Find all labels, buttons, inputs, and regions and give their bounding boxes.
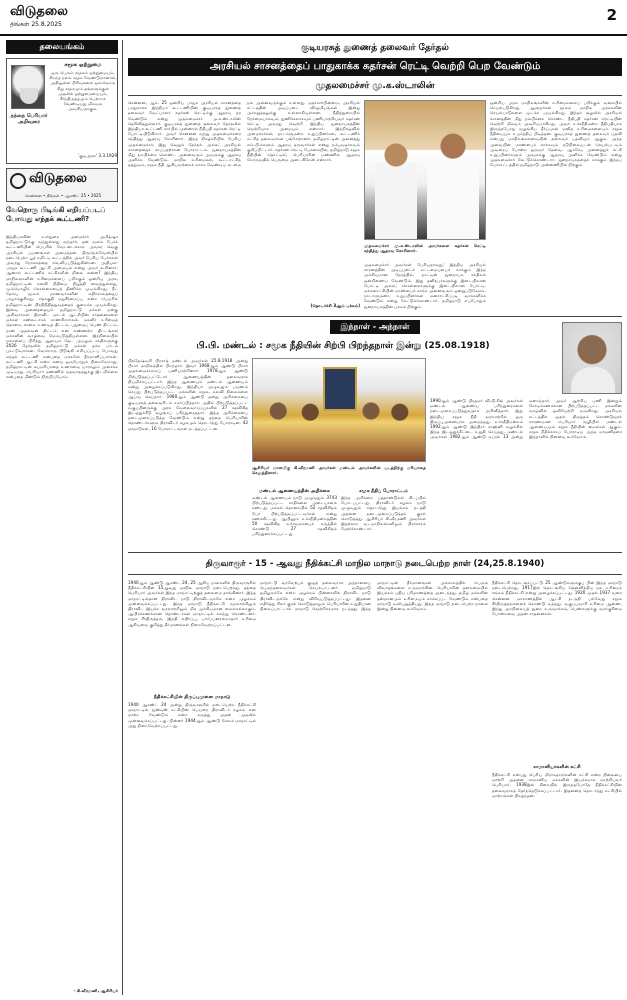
editorial-section-label: தலையங்கம் [6, 40, 118, 54]
lead-photo-side-text: முதலமைச்சர் அவர்கள் பேசியதாவது: இந்திய அரசியல் சாசனத்தின் அடிப்படைக் கட்டமைப்பைக் காக்கும் இந்த முக்கியமான நேரத்தில், நாட்டின் ஜனநாயக சக்திகள் ஒன்றிணைய வேண்டும். இது தனிநபர்களுக்கு இடையிலான போட்டி அல்ல; கொள்கைகளுக்கு இடையிலான போட்டி. மக்களாட்சியின் மாண்பைக் காக்க அனைவரும் ஒன்றுபடுவோம். நாடாளுமன்ற உறுப்பினர்கள் மனசாட்சிப்படி வாக்களிக்க வேண்டும் என்று கேட்டுக்கொண்டார். தமிழ்நாடு எப்போதும் ஜனநாயகத்தின் பக்கம் நிற்கும். [364, 262, 486, 309]
lead-body: சென்னை, ஆக. 25 ஒன்றிய பாஜக அரசியல் சாசனத்தை பாதுகாக்க இந்தியா கூட்டணியின் குடியரசுத் துணைத் தலைவர் வேட்பாளர் சுதர்சன் ரெட்டிக்கு ஆதரவு தர வேண்டும் என்று முதலமைச்சர் மு.க.ஸ்டாலின் தெரிவித்துள்ளார். குடியரசுத் துணைத் தலைவர் தேர்தலில் இந்தியா கூட்டணி சார்பில் முன்னாள் நீதிபதி சுதர்சன் ரெட்டி போட்டியிடுகிறார். அவர் சென்னை வந்து முதலமைச்சரை சந்தித்து ஆதரவு கோரினார். இந்த நிகழ்ச்சியில் பேசிய முதலமைச்சர், இது வெறும் தேர்தல் அல்ல; அரசியல் சாசனத்தைக் காப்பதற்கான போராட்டம். ஜனநாயகத்தின் மீது நம்பிக்கை கொண்ட அனைவரும் அவருக்கு ஆதரவு அளிக்க வேண்டும். மாநில உரிமைகள், கூட்டாட்சித் தத்துவம், சமூக நீதி ஆகியவற்றைக் காக்க வேண்டிய கடமை நம் அனைவருக்கும் உள்ளது. மதச்சார்பின்மை, அரசியல் சட்டத்தின் அடிப்படை விழுமியங்கள் இன்று அச்சுறுத்தலுக்கு உள்ளாகியுள்ளன. நீதித்துறையில் நேர்மையாகவும், துணிச்சலாகவும் பணியாற்றியவர் சுதர்சன் ரெட்டி. அவரது வெற்றி இந்திய ஜனநாயகத்தின் வெற்றியாக அமையும் என்றார். இந்நிகழ்வில் அமைச்சர்கள், நாடாளுமன்ற உறுப்பினர்கள், கூட்டணிக் கட்சித் தலைவர்கள் பங்கேற்றனர். தமிழ்நாட்டின் அனைத்து எம்.பி.க்களும் ஆதரவு தருவார்கள் என்று நம்புவதாகவும் குறிப்பிட்டார். சுதர்சன் ரெட்டி பேசுகையில், தமிழ்நாடு சமூக நீதியின் தொட்டில்; பெரியாரின் மண்ணில் ஆதரவு கோருவதில் பெருமை அடைகிறேன் என்றார். [128, 100, 360, 168]
tiruvarur-rule [128, 574, 622, 575]
portrait-caption: தந்தை பெரியார் அறிவுரை [10, 113, 48, 125]
tiruvarur-sub2: சாமானியர்களின் கட்சி [533, 765, 581, 770]
tiruvarur-body-right: நீதிக்கட்சி தொடங்கப்பட்டு 25 ஆண்டுகளுக்குப் பின் இந்த மாநாடு நடைபெற்றது. 1917இல் தொடங்கிய தென்னிந்திய நல உரிமைச் சங்கம் நீதிக்கட்சி என்று அழைக்கப்பட்டது. 1920 முதல் 1937 வரை சென்னை மாகாணத்தில் ஆட்சி நடத்தி பல்வேறு சமூக சீர்திருத்தங்களைக் கொண்டு வந்தது. வகுப்புவாரி உரிமை ஆணை, இந்து அறநிலையத் துறை உருவாக்கம், பெண்களுக்கு வாக்குரிமை போன்றவை அதன் சாதனைகள். [492, 580, 622, 617]
history-sub2-body: இந்த அறிக்கை பத்தாண்டுகள் கிடப்பில் போடப்பட்டது. திராவிடர் கழகம் நாடு முழுவதும் தொடர்ந்து இயக்கம் நடத்தி அதனை நடைமுறைப்படுத்தக் குரல் கொடுத்தது. ஆசிரியர் கி.வீரமணி அவர்கள் இதற்காக வடமாநிலங்களிலும் பிரச்சாரம் மேற்கொண்டார். [341, 495, 426, 532]
periyar-portrait [11, 65, 45, 109]
editorial-box-title: விடுதலை [29, 171, 87, 186]
lead-photo-caption: முதலமைச்சர் மு.க.ஸ்டாலின் அவர்களை சுதர்சன் ரெட்டி சந்தித்து ஆதரவு கோரினார். [364, 243, 486, 254]
mandal-portrait [562, 322, 622, 394]
masthead-date: திங்கள் 25.8.2025 [10, 21, 62, 28]
quote-source: 'குடிஅரசு' 3.3.1929 [78, 153, 117, 158]
tiruvarur-sub1-body: 1940 ஆகஸ்ட் 24 அன்று திருவாரூரில் நடைபெற்ற நீதிக்கட்சி மாநாட்டில் ஜஸ்டிஸ் கட்சியின் பெயரை திராவிடர் கழகம் என மாற்ற வேண்டும் என்ற கருத்து முதன் முதலில் முன்வைக்கப்பட்டது. பின்னர் 1944ஆம் ஆண்டு சேலம் மாநாட்டில் அது நிறைவேற்றப்பட்டது. [128, 702, 256, 728]
editorial-dateline: சென்னை • திங்கள் • ஆகஸ்ட் 25 • 2025 [24, 193, 102, 198]
quote-text: ஒரு பெரும் சமூகம் ஒற்றுமையும், சிறந்த நல்ல சமூக வேண்டுமானால், அதிலுள்ள பிரிவுகளை ஒவ்வொரு சிறு சமூகமும் தங்களுக்குள் முதலில் ஒற்றுமையையும், சீர்ந்திருத்தமும் பெற்றாக வேண்டியது மிகவும் அவசியமாகும். [49, 70, 117, 112]
portrait-beard [20, 88, 38, 104]
history-photo-people [259, 399, 419, 459]
history-sub2: சமூக நீதிப் போராட்டம் [359, 489, 408, 494]
lead-headline: அரசியல் சாசனத்தைப் பாதுகாக்க சுதர்சன் ரெட்டி வெற்றி பெற வேண்டும் [128, 58, 622, 76]
tiruvarur-sub1: நீதிக்கட்சியின் திருப்புமுனை மாநாடு [153, 695, 231, 700]
masthead-rule [0, 34, 627, 36]
history-photo [252, 358, 426, 462]
editorial-headline: வேறொரு பிடிங்கி எறியப்படப் போவது எந்தக் கூட்டணி? [6, 206, 106, 223]
history-sub1-body: மண்டல் ஆணையம் நாடு முழுவதும் 3743 பிற்படுத்தப்பட்ட சாதிகளை அடையாளம் கண்டது. மக்கள் தொகையில் 52 சதவிகிதம் பேர் பிற்படுத்தப்பட்டவர்கள் என்று கணக்கிட்டது. ஆயினும் உச்சநீதிமன்றத்தின் 50 சதவிகித உச்சவரம்பைக் கருத்தில் கொண்டு 27 சதவிகிதம் பரிந்துரைக்கப்பட்டது. [252, 495, 337, 537]
lead-photo [364, 100, 486, 240]
photo-person-right [427, 131, 479, 239]
lead-subhead: முதலமைச்சர் மு.க.ஸ்டாலின் [315, 81, 435, 91]
portrait-shoulders [571, 367, 615, 394]
photo-person-left [375, 139, 417, 239]
tiruvarur-rule-top [128, 552, 622, 553]
masthead [0, 0, 627, 34]
masthead-name: விடுதலை [10, 4, 68, 19]
tiruvarur-body-left: 1940ஆம் ஆண்டு ஆகஸ்ட் 24, 25 ஆகிய நாள்களில் திருவாரூரில் நீதிக்கட்சியின் 15ஆவது மாநில மாநாடு நடைபெற்றது. தந்தை பெரியார் அவர்கள் இந்த மாநாட்டிற்குத் தலைமை தாங்கினார். இந்த மாநாட்டில்தான் திராவிட நாடு திராவிடருக்கே என்ற முழக்கம் முன்வைக்கப்பட்டது. இந்த மாநாடு நீதிக்கட்சி வரலாற்றிலும் திராவிட இயக்க வரலாற்றிலும் மிக முக்கியமான மைல்கல்லாகும். ஆயிரக்கணக்கான தொண்டர்கள் மாநாட்டில் கலந்து கொண்டனர். சமூக சீர்திருத்தம், இந்தி எதிர்ப்பு, பார்ப்பனரல்லாதார் உரிமை ஆகியவை குறித்து தீர்மானங்கள் நிறைவேற்றப்பட்டன. [128, 580, 256, 627]
history-sub1: மண்டல் ஆணையத்தின் அறிக்கை [259, 489, 330, 494]
history-rule-top [128, 316, 622, 317]
newspaper-logo-icon [10, 173, 26, 189]
column-divider [122, 40, 123, 995]
page-number: 2 [606, 6, 617, 24]
tiruvarur-body-mid: மாநாட்டு வரவேற்புக் குழுத் தலைவராக அந்நாளைய பெருந்தலைவர்கள் செயல்பட்டனர். தமிழ்நாடு தமிழருக்கே என்ற முழக்கம் பின்னாளில் திராவிட நாடு திராவிடருக்கே என்று விரிவுபடுத்தப்பட்டது. இதனை எதிர்த்து சிலர் குரல் கொடுத்தாலும் பெரியாரின் உறுதியான நிலைப்பாட்டால் மாநாடு வெற்றிகரமாக நடந்தது. இந்த மாநாட்டின் தீர்மானங்கள் அக்காலத்தில் பெரும் விவாதங்களை உருவாக்கின. பெரியாரின் தலைமையில் இயக்கம் புதிய பரிமாணத்தை அடைந்தது. தமிழ் மக்களின் தன்மானமும் உரிமையும் காக்கப்பட வேண்டும் என்பதை மாநாடு வலியுறுத்தியது. இந்த மாநாடு நடைபெற்ற நாளை இன்று நினைவு கூர்வோம். [260, 580, 488, 612]
lead-continues: (தொடர்ச்சி 3ஆம் பக்கம்) [310, 303, 360, 308]
tiruvarur-headline: திருவாரூர் - 15 - ஆவது நீதிக்கட்சி மாநில மாநாடு நடைபெற்ற நாள் (24,25.8.1940) [205, 559, 545, 569]
lead-kicker: குடியரசுத் துணைத் தலைவர் தேர்தல் [301, 43, 449, 53]
history-photo-caption: ஆசிரியர் மானமிகு கி.வீரமணி அவர்கள் மண்டல் அவர்களின் படத்திற்கு மரியாதை செலுத்தினார். [252, 465, 426, 476]
history-body-right: 1990ஆம் ஆண்டு பிரதமர் வி.பி.சிங் அவர்கள் மண்டல் ஆணைய பரிந்துரைகளை நடைமுறைப்படுத்துவதாக அறிவித்தார். இது இந்திய சமூக நீதி வரலாற்றில் ஒரு திருப்புமுனையாக அமைந்தது. உச்சநீதிமன்றம் 1992ஆம் ஆண்டு இந்திரா சாஹ்னி வழக்கில் இந்த இடஒதுக்கீட்டை உறுதி செய்தது. மண்டல் அவர்கள் 1982ஆம் ஆண்டு ஏப்ரல் 13 அன்று மறைந்தார். அவர் ஆற்றிய பணி இன்றும் கோடிக்கணக்கான பிற்படுத்தப்பட்ட மக்களின் வாழ்வில் ஒளியேற்றி வருகிறது. அரசியல் சட்டத்தில் முதல் திருத்தம் கொண்டுவரக் காரணமான பெரியார் வழியில் மண்டல் ஆணையமும் சமூக நீதியின் மைல்கல் ஆகும். சமூக நீதிக்காகப் போராடிய அந்த மாமனிதரை இந்நாளில் நினைவு கூர்வோம். [430, 398, 622, 440]
tiruvarur-sub2-body: நீதிக்கட்சி என்பது பெரிய மிராசுதாரர்களின் கட்சி என்ற நிலையை மாற்றி அதனை சாமானிய மக்களின் இயக்கமாக மாற்றியவர் பெரியார். 1938இல் சிறையில் இருந்தபோதே நீதிக்கட்சியின் தலைவராகத் தேர்ந்தெடுக்கப்பட்டார். இதனைத் தொடர்ந்து கட்சியில் மாற்றங்கள் நிகழ்ந்தன. [492, 772, 622, 798]
quote-title: சமூக ஒற்றுமை [64, 62, 102, 68]
editorial-byline: - கி.வீரமணி, ஆசிரியர் [73, 988, 118, 993]
history-body-left: பிந்தேஷ்வரி பிரசாத் மண்டல் அவர்கள் 25.8.1918 அன்று பீகார் மாநிலத்தில் பிறந்தார். இவர் 1968ஆம் ஆண்டு பீகார் முதலமைச்சராகப் பணியாற்றினார். 1978ஆம் ஆண்டு பிற்படுத்தப்பட்டோர் ஆணையத்தின் தலைவராக நியமிக்கப்பட்டார். இந்த ஆணையம் மண்டல் ஆணையம் என்று அழைக்கப்படுகிறது. இந்தியா முழுவதும் பயணம் செய்து பிற்படுத்தப்பட்ட மக்களின் சமூக, கல்வி நிலைகளை ஆய்வு செய்தார். 1980ஆம் ஆண்டு தனது அறிக்கையை குடியரசுத் தலைவரிடம் சமர்ப்பித்தார். அதில் பிற்படுத்தப்பட்ட வகுப்பினருக்கு அரசு வேலைவாய்ப்புகளில் 27 சதவிகித இடஒதுக்கீடு வழங்கப் பரிந்துரைத்தார். இந்த அறிக்கையை நடைமுறைப்படுத்த வேண்டும் என்று தந்தை பெரியாரின் தொண்டர்களும் திராவிடர் கழகமும் தொடர்ந்து போராடின. 42 மாநாடுகள், 16 போராட்டங்கள் நடத்தப்பட்டன. [128, 358, 248, 431]
lead-side-column: ஒன்றிய அரசு மாநிலங்களின் உரிமைகளைப் பறிக்கும் வகையில் செயல்படுகிறது. ஆளுநர்கள் மூலம் மாநில அரசுகளின் செயல்பாடுகளை முடக்க முயல்கிறது. இந்தச் சூழலில் அரசியல் சாசனத்தின் மீது நம்பிக்கை கொண்ட நீதிபதி சுதர்சன் ரெட்டியின் வெற்றி மிகவும் அவசியமாகிறது. அவர் உச்சநீதிமன்ற நீதிபதியாக இருந்தபோது வழங்கிய தீர்ப்புகள் மனித உரிமைகளையும் சமூக நீதியையும் உயர்த்திப் பிடித்தன. குடியரசுத் துணைத் தலைவர் பதவி என்பது மாநிலங்களவையின் தலைவர் பதவியும் ஆகும். அந்த அவையின் மாண்பைக் காக்கவும் நடுநிலையுடன் செயல்படவும் அவரைப் போன்ற ஒருவர் தேவை. ஆகவே, அனைத்துக் கட்சி உறுப்பினர்களும் அவருக்கு ஆதரவு அளிக்க வேண்டும் என்று முதலமைச்சர் கேட்டுக்கொண்டார். ஜனநாயகத்தைக் காக்கும் இந்தப் போராட்டத்தில் தமிழ்நாடு முன்னணியில் நிற்கும். [490, 100, 622, 168]
history-headline: பி.பி. மண்டல் : சமூக நீதியின் சிற்பி பிறந்தநாள் இன்று (25.08.1918) [196, 341, 490, 351]
history-section-label: இந்நாள் - அந்நாள் [330, 320, 420, 334]
lead-rule [128, 95, 622, 96]
editorial-title-box [6, 168, 118, 202]
quote-box [6, 58, 118, 164]
editorial-body: இந்தியாவின் உள்துறை அமைச்சர் அமித்ஷா தமிழ்நாட்டுக்கு வந்துள்ளது வந்தார், தன் வளம் பேசக் கூட்டணியின் பெயரில் வேட்டைக்காக அவசர வெகு அரசியல் பயணங்கள் அமைந்தன. திருநெல்வேலியில் நடைபெற்ற பூத் கமிட்டி கூட்டத்தில் அவர் பேசிய பேச்சுகள் அவரது நோக்கத்தை வெளிப்படுத்துகின்றன. அதிமுக-பாஜக கூட்டணி ஆட்சி அமையும் என்று அவர் கூறினார். ஆனால் கூட்டணிக் கட்சிகளின் நிலை என்ன? இந்திய மாநிலங்களின் உரிமைகளைப் பறிக்கும் ஒன்றிய அரசு, தமிழ்நாட்டின் கல்வி நிதியை நிறுத்தி வைத்துள்ளது. மும்மொழிக் கொள்கையைத் திணிக்க முயல்கிறது. நீட் தேர்வு மூலம் மாணவர்களின் எதிர்காலத்தைப் பாழாக்குகிறது. தொகுதி மறுசீரமைப்பு என்ற பெயரில் தமிழ்நாட்டின் பிரதிநிதித்துவத்தைக் குறைக்க முயல்கிறது. இவை அனைத்தையும் தமிழ்நாட்டு மக்கள் நன்கு அறிவார்கள். திராவிட மாடல் ஆட்சியின் சாதனைகளை மக்கள் கண்கூடாகக் காண்கிறார்கள். மகளிர் உரிமைத் தொகை, காலை உணவுத் திட்டம், புதுமைப் பெண் திட்டம், நான் முதல்வன் திட்டம் என எண்ணற்ற திட்டங்கள் மக்களின் வாழ்வை மேம்படுத்தியுள்ளன. இந்நிலையில் மக்களைப் பிரித்து ஆதாயம் தேட முயலும் சக்திகளுக்கு 2026 தேர்தலில் தமிழ்நாட்டு மக்கள் தக்க பாடம் புகட்டுவார்கள். வேறொரு பிடுங்கி எறியப்படப் போவது எந்தக் கூட்டணி என்பதை மக்களே தீர்மானிப்பார்கள். கூட்டணி ஆட்சி என்ற கனவு ஒருபோதும் நிறைவேறாது. தமிழ்நாட்டின் சுயமரியாதை உணர்வை யாராலும் அசைக்க முடியாது. பெரியார் மண்ணில் மதவாதத்துக்கு இடமில்லை என்பதை மீண்டும் நிரூபிப்போம். [6, 234, 118, 380]
